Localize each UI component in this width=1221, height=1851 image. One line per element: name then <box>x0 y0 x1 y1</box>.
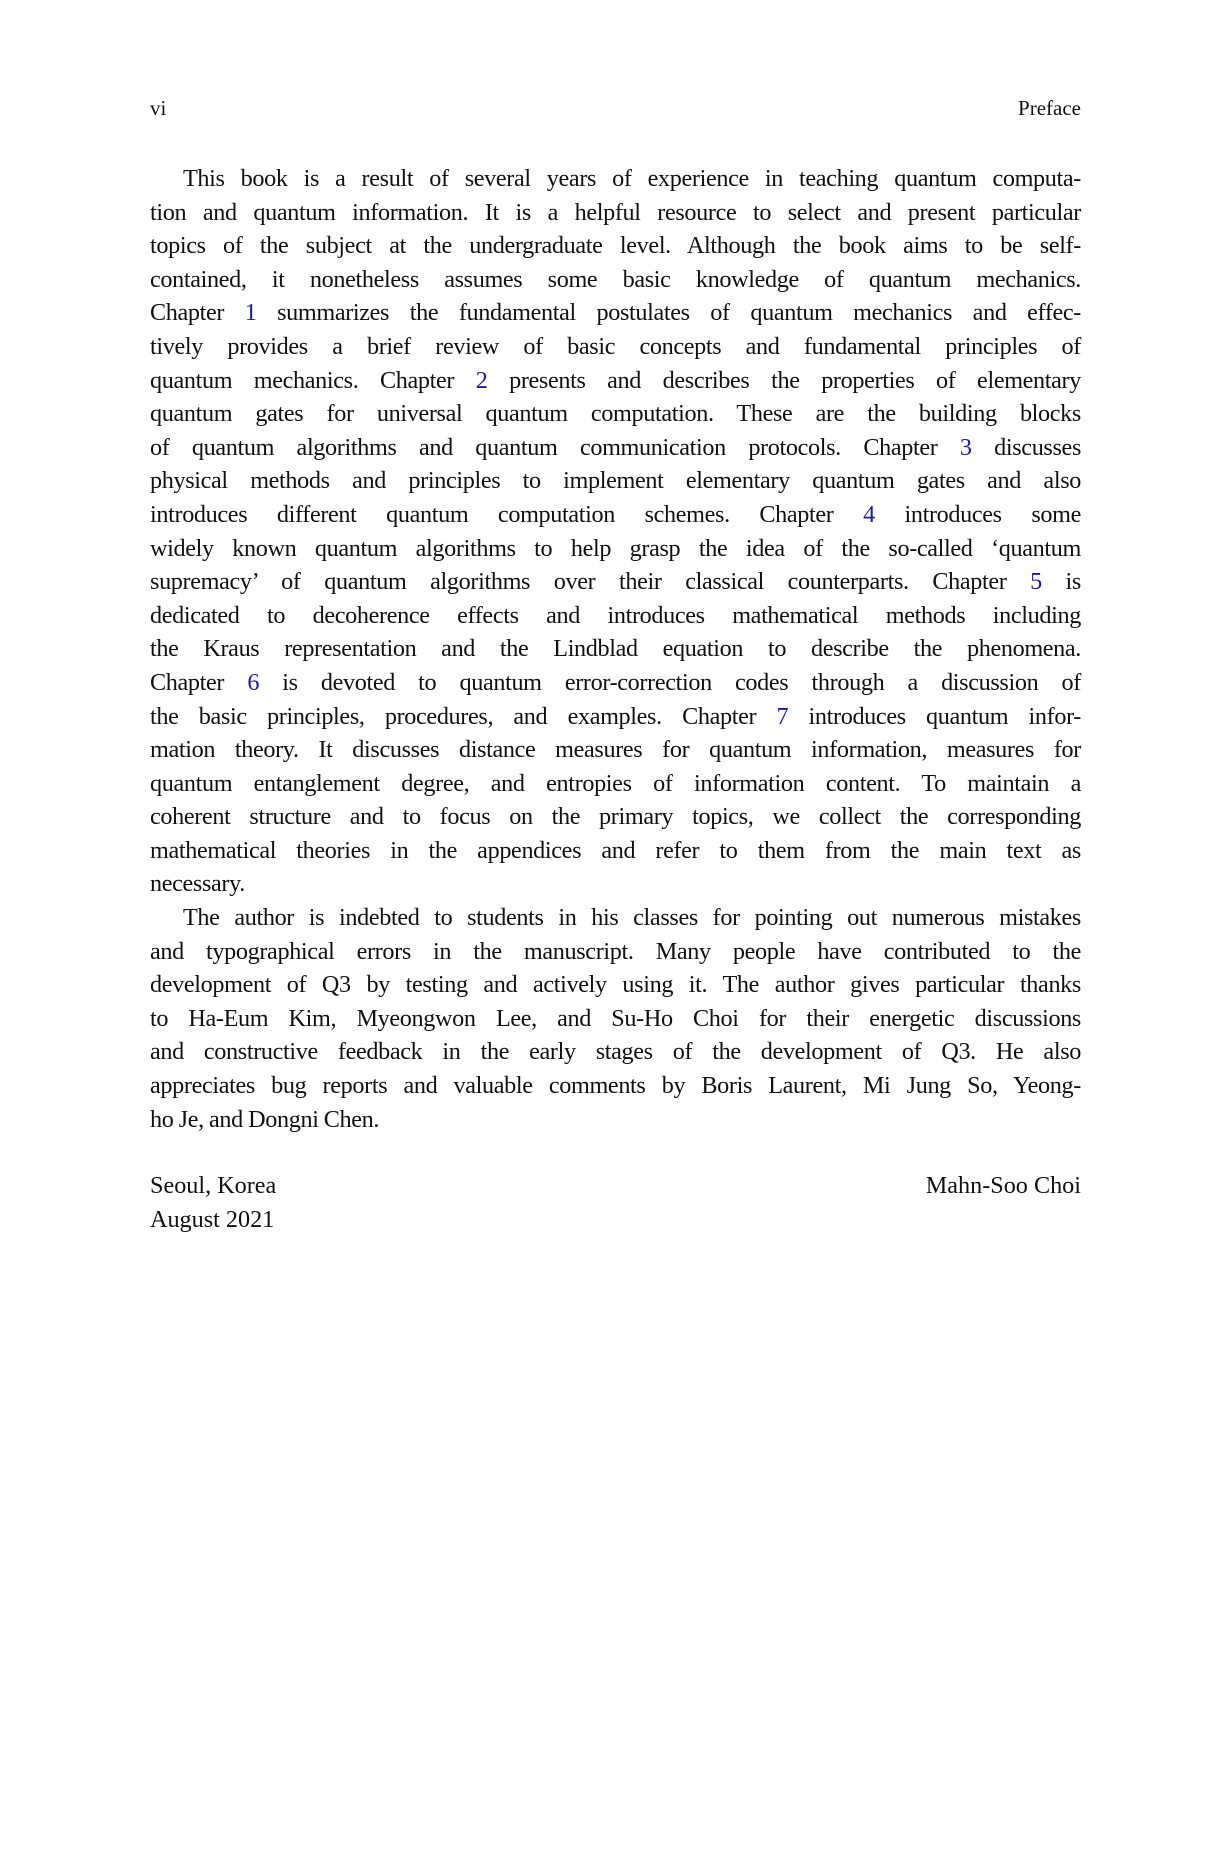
text-segment: is <box>1041 568 1081 596</box>
text-line: and constructive feedback in the early stages of the development of Q3. He also <box>150 1038 1081 1066</box>
text-segment: Chapter <box>150 668 248 696</box>
text-line <box>150 464 1081 498</box>
text-line <box>150 632 1081 666</box>
preface-body <box>150 162 1081 1136</box>
text-line <box>150 330 1081 364</box>
text-line <box>150 666 1081 700</box>
chapter-link[interactable]: 1 <box>244 299 257 327</box>
text-line: appreciates bug reports and valuable comments by Boris Laurent, Mi Jung So, Yeong- <box>150 1072 1081 1100</box>
text-segment: necessary. <box>150 870 245 898</box>
text-line: development of Q3 by testing and actively using it. The author gives particular thanks <box>150 971 1081 999</box>
text-segment: mathematical theories in the appendices and refer to them from the main text as <box>150 836 1081 864</box>
text-line <box>150 733 1081 767</box>
text-line <box>150 498 1081 532</box>
text-line <box>150 397 1081 431</box>
text-line <box>150 700 1081 734</box>
running-title: Preface <box>1018 96 1081 120</box>
text-segment: physical methods and principles to implement elementary quantum gates and also <box>150 467 1081 495</box>
text-line <box>150 800 1081 834</box>
text-segment: is devoted to quantum error-correction codes through a discussion of <box>259 668 1081 696</box>
text-line <box>150 431 1081 465</box>
text-line <box>150 834 1081 868</box>
text-line: ho Je, and Dongni Chen. <box>150 1105 380 1133</box>
text-line <box>150 162 1081 196</box>
text-segment: contained, it nonetheless assumes some basic knowledge of quantum mechanics. <box>150 265 1081 293</box>
text-segment: tion and quantum information. It is a helpful resource to select and present particular <box>150 198 1081 226</box>
text-segment: introduces some <box>874 500 1081 528</box>
text-segment: coherent structure and to focus on the primary topics, we collect the corresponding <box>150 803 1081 831</box>
text-segment: quantum gates for universal quantum computation. These are the building blocks <box>150 400 1081 428</box>
text-segment: tively provides a brief review of basic concepts and fundamental principles of <box>150 332 1081 360</box>
text-line <box>150 196 1081 230</box>
paragraph-1 <box>150 162 1081 901</box>
text-segment: widely known quantum algorithms to help grasp the idea of the so-called ‘quantum <box>150 534 1081 562</box>
text-line: to Ha-Eum Kim, Myeongwon Lee, and Su-Ho Choi for their energetic discussions <box>150 1004 1081 1032</box>
signature-author: Mahn-Soo Choi <box>925 1172 1081 1199</box>
text-segment: of quantum algorithms and quantum communication protocols. Chapter <box>150 433 960 461</box>
text-segment: introduces quantum infor- <box>788 702 1081 730</box>
text-segment: quantum entanglement degree, and entropies of information content. To maintain a <box>150 769 1081 797</box>
text-line <box>150 296 1081 330</box>
text-segment: supremacy’ of quantum algorithms over their classical counterparts. Chapter <box>150 568 1031 596</box>
page-number: vi <box>150 96 167 120</box>
text-segment: summarizes the fundamental postulates of quantum mechanics and effec- <box>256 299 1081 327</box>
chapter-link[interactable]: 5 <box>1030 568 1042 596</box>
text-line <box>150 867 1081 901</box>
text-segment: This book is a result of several years of experience in teaching quantum computa- <box>183 165 1081 192</box>
signature-place: Seoul, Korea <box>150 1172 277 1199</box>
text-segment: presents and describes the properties of elementary <box>487 366 1081 394</box>
signature-block <box>150 1169 1081 1236</box>
text-line <box>150 229 1081 263</box>
chapter-link[interactable]: 3 <box>959 433 972 461</box>
text-line <box>150 565 1081 599</box>
text-segment: topics of the subject at the undergraduate level. Although the book aims to be self- <box>150 232 1081 260</box>
text-segment: discusses <box>971 433 1082 461</box>
text-segment: introduces different quantum computation schemes. Chapter <box>150 500 864 528</box>
text-line: and typographical errors in the manuscript. Many people have contributed to the <box>150 937 1081 965</box>
text-line <box>150 263 1081 297</box>
chapter-link[interactable]: 6 <box>247 668 260 696</box>
text-segment: quantum mechanics. Chapter <box>150 366 476 394</box>
running-header <box>150 96 1081 126</box>
text-segment: the basic principles, procedures, and examples. Chapter <box>150 702 777 730</box>
text-line: The author is indebted to students in his classes for pointing out numerous mistakes <box>183 904 1081 932</box>
chapter-link[interactable]: 7 <box>776 702 789 730</box>
signature-date: August 2021 <box>150 1205 275 1233</box>
chapter-link[interactable]: 2 <box>475 366 488 394</box>
text-segment: the Kraus representation and the Lindblad equation to describe the phenomena. <box>150 635 1081 663</box>
text-line <box>150 532 1081 566</box>
text-segment: dedicated to decoherence effects and introduces mathematical methods including <box>150 601 1081 629</box>
text-segment: Chapter <box>150 299 245 327</box>
text-line <box>150 599 1081 633</box>
chapter-link[interactable]: 4 <box>863 500 875 528</box>
text-line <box>150 767 1081 801</box>
paragraph-2 <box>150 901 1081 1136</box>
text-segment: mation theory. It discusses distance measures for quantum information, measures for <box>150 736 1081 764</box>
text-line <box>150 364 1081 398</box>
